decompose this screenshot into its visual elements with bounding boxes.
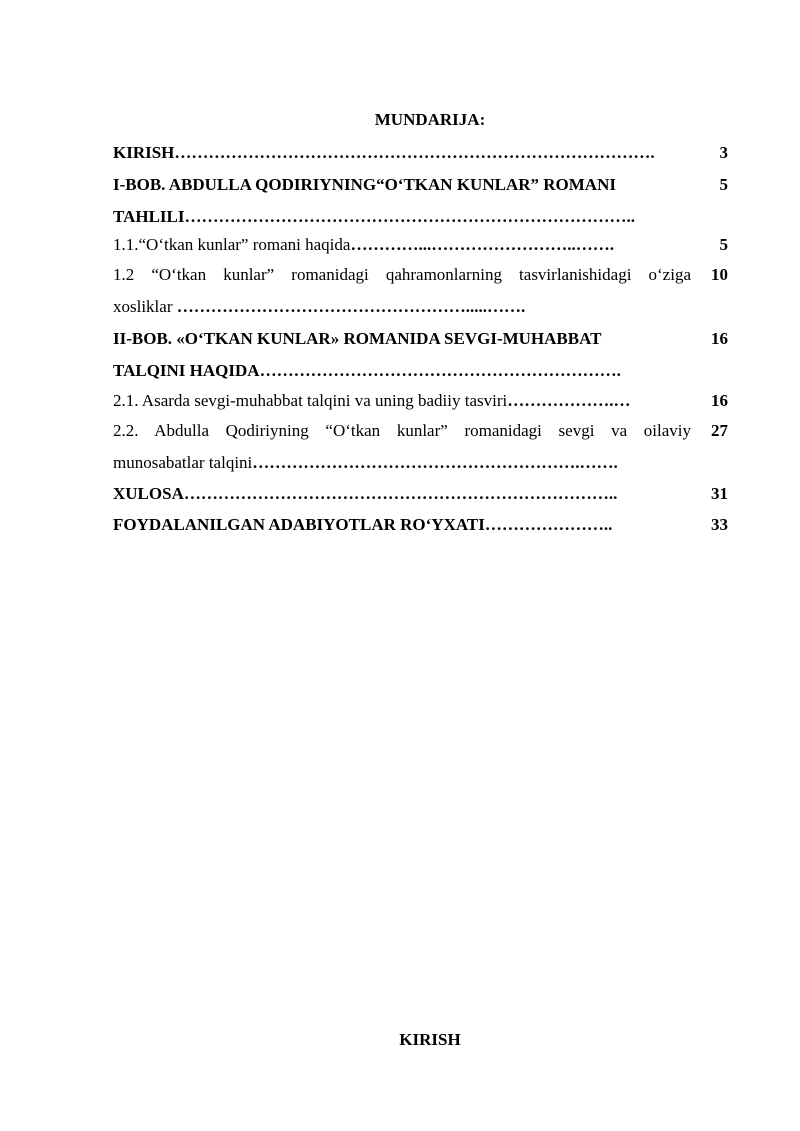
toc-entry-text: II-BOB. «O‘TKAN KUNLAR» ROMANIDA SEVGI-MUHABBAT xyxy=(113,329,602,348)
toc-entry-text: xosliklar xyxy=(113,297,177,316)
toc-entry-text: 2.1. Asarda sevgi-muhabbat talqini va uning badiiy tasviri xyxy=(113,391,508,410)
toc-entry-1-1 xyxy=(113,233,693,257)
toc-entry-kirish xyxy=(113,141,693,165)
toc-entry-leader: ……………….… xyxy=(507,391,631,410)
toc-entry-chapter-1-cont xyxy=(113,205,693,229)
toc-page-number: 3 xyxy=(719,143,728,162)
toc-page-number: 10 xyxy=(711,265,728,284)
toc-entry-chapter-2 xyxy=(113,327,693,351)
toc-entry-leader: …………………………………………….....……. xyxy=(176,297,526,316)
toc-entry-2-1 xyxy=(113,389,693,413)
toc-title: MUNDARIJA: xyxy=(374,110,486,129)
toc-entry-leader: …………………………………………………………………………. xyxy=(174,143,655,162)
toc-entry-references xyxy=(113,513,693,537)
toc-entry-chapter-1 xyxy=(113,173,693,197)
toc-entry-leader: ………………………………………………………………….. xyxy=(183,484,618,503)
toc-page-number: 27 xyxy=(711,421,728,440)
toc-entry-text: I-BOB. ABDULLA QODIRIYNING“O‘TKAN KUNLAR” ROMANI xyxy=(113,175,616,194)
toc-page-number: 5 xyxy=(719,175,728,194)
section-heading: KIRISH xyxy=(399,1030,461,1049)
toc-entry-leader: ………………………………………………….……. xyxy=(252,453,618,472)
toc-entry-text: TALQINI HAQIDA xyxy=(113,361,260,380)
toc-entry-1-2-cont xyxy=(113,295,693,319)
toc-entry-text: TAHLILI xyxy=(113,207,185,226)
toc-entry-1-2 xyxy=(113,263,691,287)
toc-page-number: 33 xyxy=(711,515,728,534)
toc-entry-text: XULOSA xyxy=(113,484,184,503)
toc-entry-text: 1.2 “O‘tkan kunlar” romanidagi qahramonlarning tasvirlanishidagi o‘ziga xyxy=(113,265,691,284)
toc-entry-text: FOYDALANILGAN ADABIYOTLAR RO‘YXATI xyxy=(113,515,485,534)
toc-page-number: 31 xyxy=(711,484,728,503)
toc-entry-text: KIRISH xyxy=(113,143,175,162)
toc-entry-2-2-cont xyxy=(113,451,693,475)
toc-entry-leader: …………………………………………………………………….. xyxy=(184,207,635,226)
toc-entry-leader: ………………….. xyxy=(484,515,613,534)
toc-entry-2-2 xyxy=(113,419,691,443)
toc-page-number: 16 xyxy=(711,391,728,410)
toc-entry-leader: …………...……………………..……. xyxy=(350,235,614,254)
toc-entry-text: 2.2. Abdulla Qodiriyning “O‘tkan kunlar” romanidagi sevgi va oilaviy xyxy=(113,421,691,440)
toc-entry-chapter-2-cont xyxy=(113,359,693,383)
toc-entry-text: munosabatlar talqini xyxy=(113,453,253,472)
toc-entry-leader: ………………………………………………………. xyxy=(259,361,621,380)
toc-entry-xulosa xyxy=(113,482,693,506)
toc-entry-text: 1.1.“O‘tkan kunlar” romani haqida xyxy=(113,235,351,254)
toc-page-number: 16 xyxy=(711,329,728,348)
toc-page-number: 5 xyxy=(719,235,728,254)
